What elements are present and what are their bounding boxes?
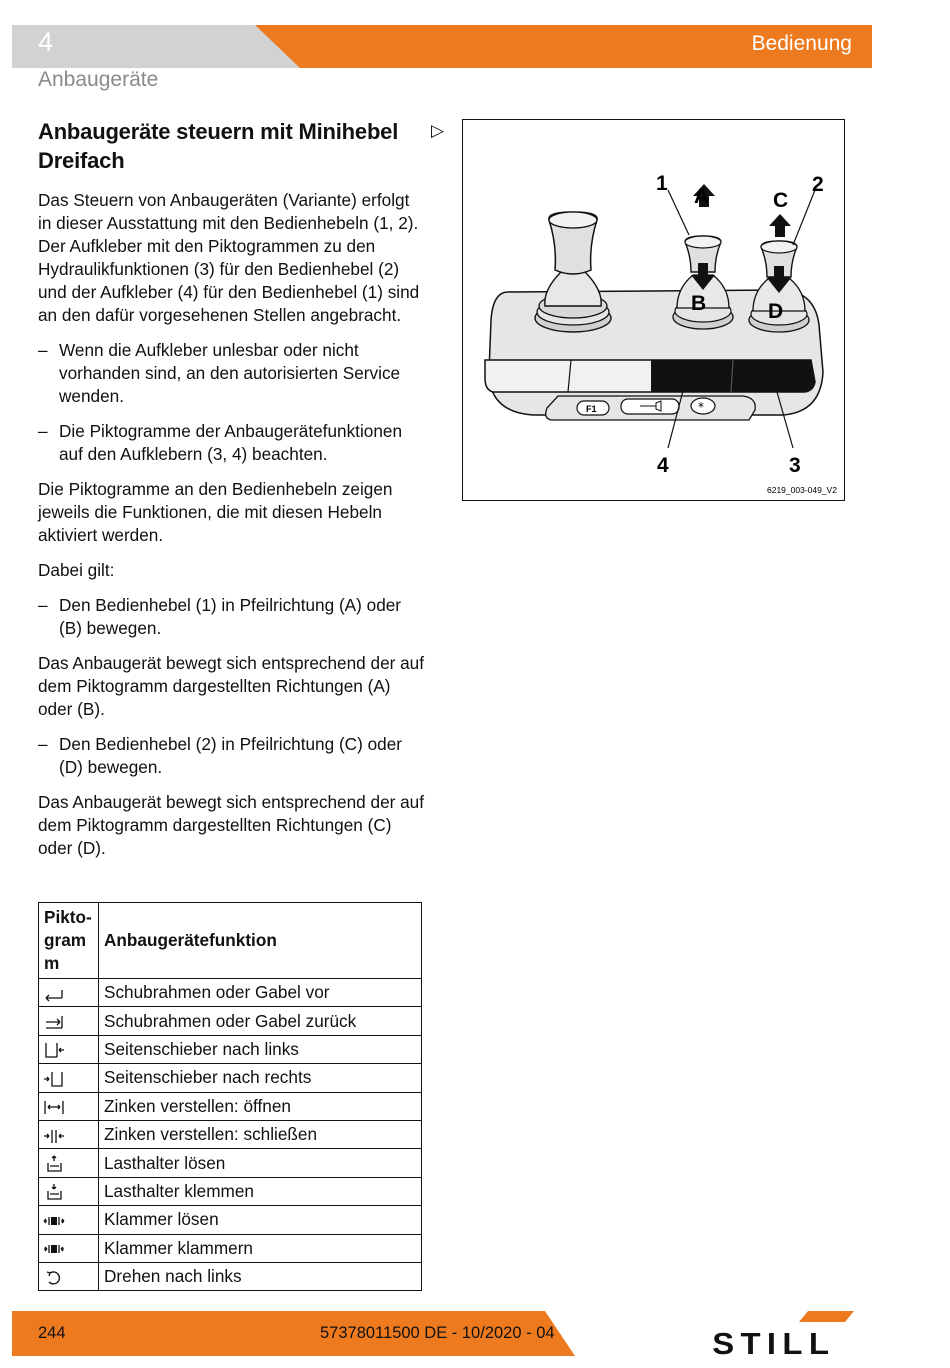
callout-4: 4 xyxy=(657,454,669,477)
chapter-number: 4 xyxy=(38,27,54,57)
table-row xyxy=(39,1234,422,1262)
pictogram-cell xyxy=(39,1092,99,1120)
page-heading: Anbaugeräte steuern mit Minihebel Dreifach xyxy=(38,119,399,173)
paragraph: Das Anbaugerät bewegt sich entsprechend der auf dem Piktogramm dargestellten Richtungen (C) oder (D). xyxy=(38,792,425,858)
letter-b: B xyxy=(691,292,707,315)
star-icon: * xyxy=(698,400,704,414)
main-lever-top xyxy=(549,212,597,228)
callout-1: 1 xyxy=(656,172,668,195)
callout-line-1 xyxy=(668,190,689,235)
pictogram-sticker-3 xyxy=(733,360,815,392)
table-row xyxy=(39,1149,422,1177)
table-row xyxy=(39,1007,422,1035)
paragraph: Die Piktogramme an den Bedienhebeln zeigen jeweils die Funktionen, die mit diesen Hebeln aktiviert werden. xyxy=(38,479,393,545)
table-row xyxy=(39,979,422,1007)
triangle-marker-icon: ▷ xyxy=(431,121,445,140)
f1-button-label: F1 xyxy=(586,404,597,414)
still-logo xyxy=(708,1308,874,1358)
list-item-text: Den Bedienhebel (2) in Pfeilrichtung (C) oder (D) bewegen. xyxy=(59,734,402,777)
table-row xyxy=(39,1177,422,1205)
paragraph: Dabei gilt: xyxy=(38,560,115,580)
letter-d: D xyxy=(768,300,784,323)
list-item-text: Die Piktogramme der Anbaugerätefunktionen auf den Aufklebern (3, 4) beachten. xyxy=(59,421,403,464)
callout-2: 2 xyxy=(812,173,824,196)
function-label: Schubrahmen oder Gabel vor xyxy=(99,979,422,1007)
column-header-function: Anbaugerätefunktion xyxy=(99,903,422,979)
function-label: Zinken verstellen: schließen xyxy=(99,1120,422,1148)
list-item xyxy=(38,733,426,779)
list-item-text: Den Bedienhebel (1) in Pfeilrichtung (A) oder (B) bewegen. xyxy=(59,595,402,638)
rotate-left-icon xyxy=(43,1269,65,1287)
list-item xyxy=(38,339,426,408)
function-label: Lasthalter klemmen xyxy=(99,1177,422,1205)
chapter-title: Bedienung xyxy=(751,32,852,55)
load-clamp-icon xyxy=(43,1183,65,1201)
function-label: Klammer lösen xyxy=(99,1206,422,1234)
table-header-row xyxy=(39,903,422,979)
arrow-up-c-icon xyxy=(769,214,791,237)
function-label: Lasthalter lösen xyxy=(99,1149,422,1177)
still-logo-text: STILL xyxy=(712,1325,836,1358)
text-column xyxy=(38,117,426,872)
pictogram-table xyxy=(38,902,422,1291)
control-unit-illustration xyxy=(463,120,843,499)
paragraph: Das Anbaugerät bewegt sich entsprechend der auf dem Piktogramm dargestellten Richtungen (A) oder (B). xyxy=(38,653,425,719)
table-row xyxy=(39,1092,422,1120)
control-unit-figure xyxy=(462,119,845,501)
function-label: Klammer klammern xyxy=(99,1234,422,1262)
document-id: 57378011500 DE - 10/2020 - 04 xyxy=(320,1324,555,1342)
pictogram-cell xyxy=(39,1120,99,1148)
function-label: Schubrahmen oder Gabel zurück xyxy=(99,1007,422,1035)
callout-line-2 xyxy=(793,190,815,245)
callout-3: 3 xyxy=(789,454,801,477)
list-item xyxy=(38,594,426,640)
main-lever-boot xyxy=(545,272,601,306)
letter-a: A xyxy=(694,185,710,208)
pictogram-cell xyxy=(39,1177,99,1205)
pictogram-cell xyxy=(39,1064,99,1092)
load-release-icon xyxy=(43,1155,65,1173)
pictogram-cell xyxy=(39,1262,99,1290)
column-header-pictogram: Pikto- gram m xyxy=(39,903,99,979)
figure-reference: 6219_003-049_V2 xyxy=(767,485,837,495)
forks-open-icon xyxy=(43,1098,65,1116)
table-row xyxy=(39,1035,422,1063)
pictogram-cell xyxy=(39,1007,99,1035)
shift-left-icon xyxy=(43,1041,65,1059)
page-number: 244 xyxy=(38,1324,66,1342)
dash-marker: – xyxy=(38,595,48,615)
list-item xyxy=(38,420,426,466)
list-item-text: Wenn die Aufkleber unlesbar oder nicht vorhanden sind, an den autorisierten Service wenden. xyxy=(59,340,401,406)
clamp-release-icon xyxy=(43,1212,65,1230)
sideshift-forward-icon xyxy=(43,985,65,1003)
pictogram-cell xyxy=(39,979,99,1007)
intro-paragraph: Das Steuern von Anbaugeräten (Variante) erfolgt in dieser Ausstattung mit den Bedienhebeln (1, 2). Der Aufkleber mit den Piktogrammen zu den Hydraulikfunktionen (3) für den Bedienhebel (2) und der Aufkleber (4) für den Bedienhebel (1) sind an den dafür vorgesehenen Stellen angebracht. xyxy=(38,190,420,325)
pictogram-cell xyxy=(39,1149,99,1177)
pictogram-cell xyxy=(39,1206,99,1234)
table-row xyxy=(39,1064,422,1092)
letter-c: C xyxy=(773,189,789,212)
table-row xyxy=(39,1206,422,1234)
dash-marker: – xyxy=(38,421,48,441)
clamp-close-icon xyxy=(43,1240,65,1258)
forks-close-icon xyxy=(43,1127,65,1145)
pictogram-cell xyxy=(39,1035,99,1063)
function-label: Seitenschieber nach rechts xyxy=(99,1064,422,1092)
mini-lever-1-top xyxy=(685,236,721,248)
pictogram-sticker-4 xyxy=(651,360,733,392)
function-label: Seitenschieber nach links xyxy=(99,1035,422,1063)
shift-right-icon xyxy=(43,1070,65,1088)
section-title: Anbaugeräte xyxy=(38,68,159,91)
function-label: Zinken verstellen: öffnen xyxy=(99,1092,422,1120)
sideshift-back-icon xyxy=(43,1013,65,1031)
mini-lever-2-top xyxy=(761,241,797,253)
header-grey-band xyxy=(12,25,302,68)
function-label: Drehen nach links xyxy=(99,1262,422,1290)
table-row xyxy=(39,1120,422,1148)
dash-marker: – xyxy=(38,734,48,754)
dash-marker: – xyxy=(38,340,48,360)
pictogram-cell xyxy=(39,1234,99,1262)
table-row xyxy=(39,1262,422,1290)
